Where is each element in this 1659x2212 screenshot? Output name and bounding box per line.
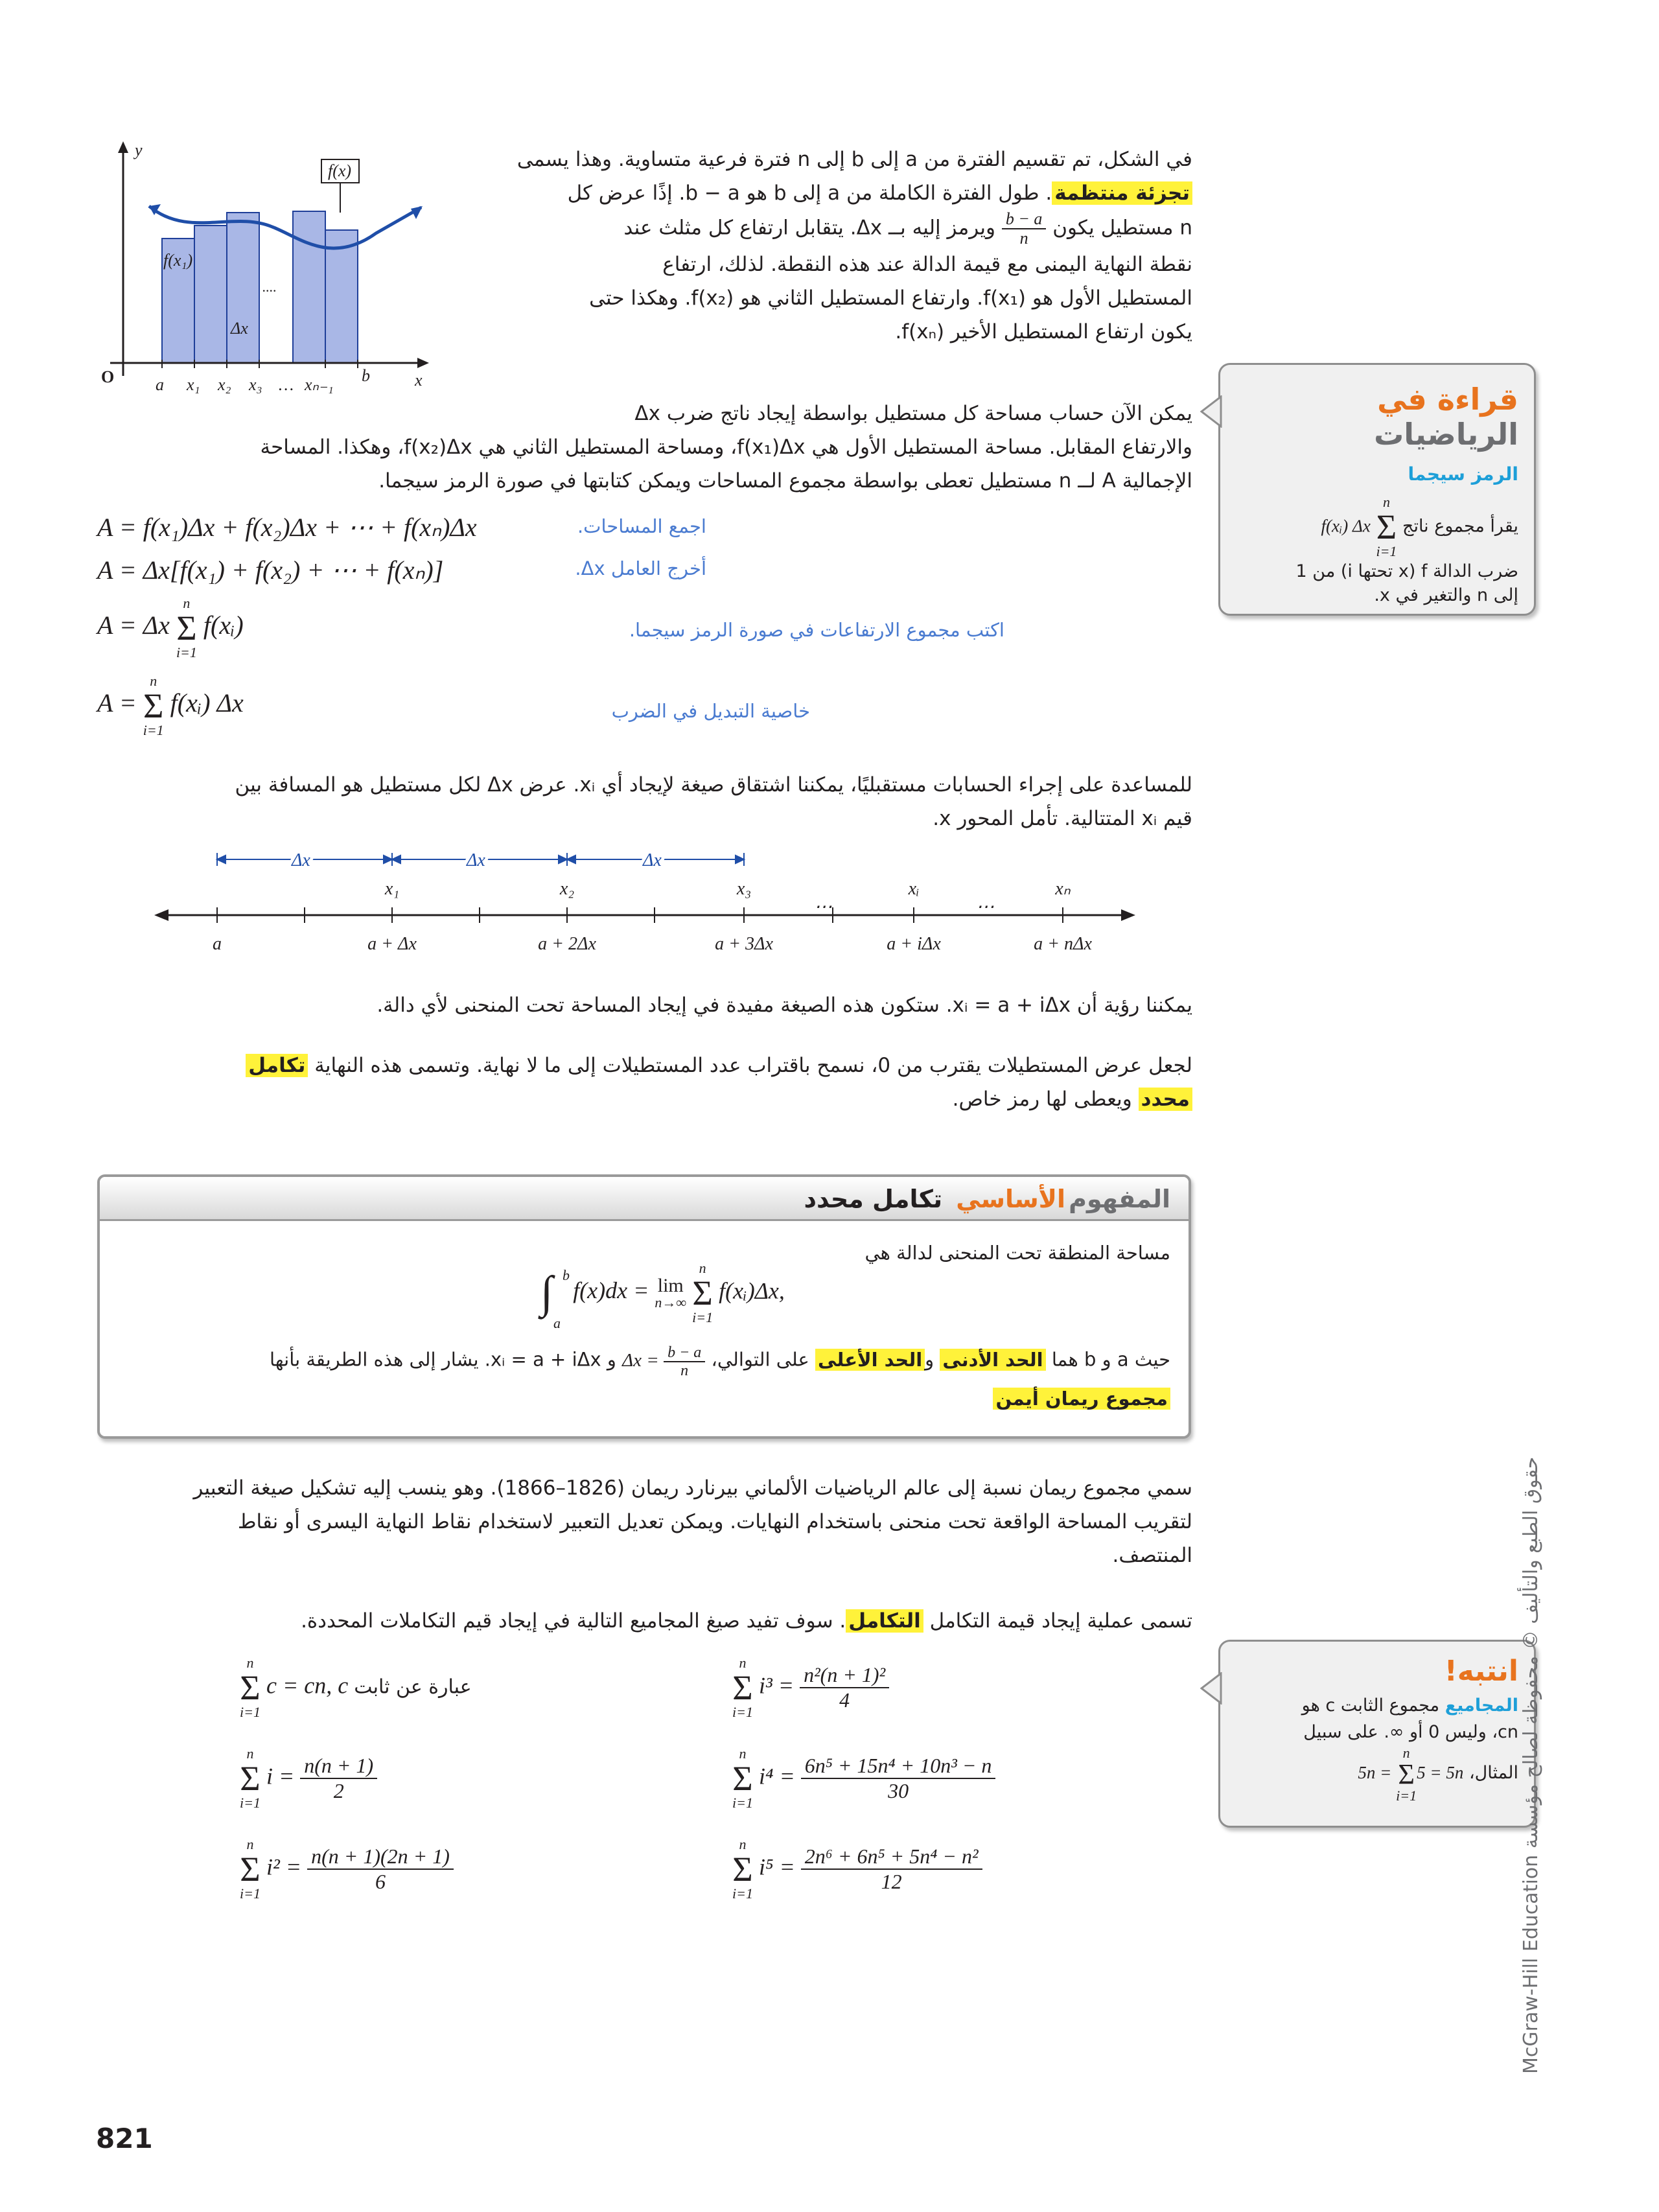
step-1-math: A = f(x₁)Δx + f(x₂)Δx + ⋯ + f(xₙ)Δx bbox=[97, 513, 477, 542]
tick-x3: x₃ bbox=[249, 375, 262, 394]
rectangles bbox=[162, 211, 358, 363]
sum-constant: n Σ i=1 c = cn, c عبارة عن ثابت bbox=[240, 1655, 472, 1720]
nl-a-2dx: a + 2Δx bbox=[538, 934, 596, 954]
origin: O bbox=[101, 367, 115, 386]
dots: .... bbox=[262, 279, 277, 295]
page-number: 821 bbox=[96, 2123, 153, 2154]
rect-5 bbox=[325, 230, 358, 363]
tick-x2: x₂ bbox=[218, 375, 231, 394]
see-paragraph: يمكننا رؤية أن xᵢ = a + iΔx. ستكون هذه الصيغة مفيدة في إيجاد المساحة تحت المنحنى لأي دالة. bbox=[377, 994, 1192, 1017]
key-concept-box bbox=[97, 1174, 1191, 1439]
watch-out-sidebar: انتبه! المجاميع مجموع الثابت c هو cn، وليس 0 أو ∞. على سبيل المثال، 5n = n Σ i=1 5 = 5n bbox=[1218, 1640, 1536, 1828]
tick-dots: … bbox=[279, 375, 294, 394]
intro-paragraph: في الشكل، تم تقسيم الفترة من a إلى b إلى n فترة فرعية متساوية. وهذا يسمى تجزئة منتظمة. طول الفترة الكاملة من a إلى b هو b − a. إذًا عرض كل n مستطيل يكون $\frac{b - a}{n}$ ويرمز إليه بــ Δx. يتقابل ارتفاع كل مثلث عند نقطة النهاية اليمنى مع قيمة الدالة عند هذه النقطة. لذلك، ارتفاع المستطيل الأول هو f(x₁). وارتفاع المستطيل الثاني هو f(x₂). وهكذا حتى يكون ارتفاع المستطيل الأخير f(xₙ). bbox=[516, 148, 1192, 343]
rect-2 bbox=[194, 226, 227, 363]
key-concept-intro: مساحة المنطقة تحت المنحنى لدالة هي bbox=[864, 1242, 1170, 1264]
nl-xn: xₙ bbox=[1055, 879, 1071, 899]
key-concept-line2: حيث a و b هما الحد الأدنى والحد الأعلى على التوالي، Δx = $\frac{b - a}{n}$ و xᵢ = a + iΔx. يشار إلى هذه الطريقة بأنها bbox=[269, 1344, 1170, 1379]
nl-a-idx: a + iΔx bbox=[887, 934, 941, 954]
nl-dots-2: ⋯ bbox=[976, 897, 994, 917]
sum-i-squared: n Σ i=1 i² = $\frac{n(n + 1)(2n + 1)}{6}$ bbox=[240, 1837, 454, 1901]
sum-i-fifth: n Σ i=1 i⁵ = $\frac{\text{2n⁶ + 6n⁵ + 5n⁴ − n²}}{12}$ bbox=[732, 1837, 982, 1901]
dx-2: Δx bbox=[467, 850, 485, 870]
width-paragraph: لجعل عرض المستطيلات يقترب من 0، نسمح باقتراب عدد المستطيلات إلى ما لا نهاية. وتسمى هذه النهاية تكامل محدد ويعطى لها رمز خاص. bbox=[97, 1049, 1192, 1116]
reading-in-math-sidebar: قراءة في الرياضيات الرمز سيجما يقرأ مجموع ناتج n Σ i=1 f(xᵢ) Δx ضرب الدالة f (x تحتها i) من 1 إلى n والتغير في x. bbox=[1218, 363, 1536, 616]
nl-a-ndx: a + nΔx bbox=[1034, 934, 1092, 954]
sum-i-fourth: n Σ i=1 i⁴ = $\frac{\text{6n⁵ + 15n⁴ + 10n³ − n}}{30}$ bbox=[732, 1747, 995, 1810]
step-2-label: أخرج العامل Δx. bbox=[575, 557, 706, 579]
step-1-label: اجمع المساحات. bbox=[577, 515, 706, 537]
sum-i: n Σ i=1 i = $\frac{n(n + 1)}{2}$ bbox=[240, 1747, 377, 1810]
nl-x2: x₂ bbox=[559, 879, 575, 899]
integration-paragraph: تسمى عملية إيجاد قيمة التكامل التكامل. سوف تفيد صيغ المجاميع التالية في إيجاد قيم التكاملات المحددة. bbox=[301, 1609, 1192, 1633]
step-4-label: خاصية التبديل في الضرب bbox=[611, 700, 810, 722]
highlight-riemann-sum: مجموع ريمان أيمن bbox=[993, 1388, 1170, 1410]
definite-integral-formula: ∫ b a f(x)dx = lim n→∞ n Σ i=1 f(xᵢ)Δx, bbox=[540, 1260, 785, 1331]
sum-i-cubed: n Σ i=1 i³ = $\frac{\text{n²(n + 1)²}}{4}$ bbox=[732, 1656, 889, 1719]
step-4-math: A = n Σ i=1 f(xᵢ) Δx bbox=[97, 673, 244, 738]
nl-xi: xᵢ bbox=[908, 879, 920, 899]
rect-4 bbox=[293, 211, 325, 363]
highlight-regular-partition: تجزئة منتظمة bbox=[1052, 181, 1192, 205]
step-3-math: A = Δx n Σ i=1 f(xᵢ) bbox=[97, 595, 244, 660]
tick-xn1: xₙ₋₁ bbox=[305, 375, 334, 394]
nl-a-dx: a + Δx bbox=[367, 934, 417, 954]
nl-x1: x₁ bbox=[384, 879, 400, 899]
help-paragraph: للمساعدة على إجراء الحسابات مستقبليًا، يمكننا اشتقاق صيغة لإيجاد أي xᵢ. عرض Δx لكل مستطيل هو المسافة بين قيم xᵢ المتتالية. تأمل المحور x. bbox=[235, 773, 1192, 830]
rect-3 bbox=[227, 213, 259, 363]
tick-b: b bbox=[362, 366, 370, 385]
fx-label: f(x) bbox=[328, 161, 352, 180]
riemann-graph bbox=[84, 136, 447, 408]
nl-dots-1: ⋯ bbox=[814, 897, 832, 917]
nl-a: a bbox=[213, 934, 222, 954]
step-3-label: اكتب مجموع الارتفاعات في صورة الرمز سيجما. bbox=[629, 619, 1004, 641]
dx-label: Δx bbox=[231, 319, 248, 338]
fx1-label: f(x₁) bbox=[163, 251, 193, 270]
tick-x1: x₁ bbox=[187, 375, 200, 394]
riemann-paragraph: سمي مجموع ريمان نسبة إلى عالم الرياضيات الألماني بيرنارد ريمان (1826–1866). وهو ينسب إليه تشكيل صيغة التعبير لتقريب المساحة الواقعة تحت منحنى باستخدام النهايات. ويمكن تعديل التعبير لاستخدام نقاط النهاية اليسرى أو نقاط المنتصف. bbox=[193, 1476, 1192, 1567]
dx-3: Δx bbox=[643, 850, 662, 870]
area-paragraph: يمكن الآن حساب مساحة كل مستطيل بواسطة إيجاد ناتج ضرب Δx والارتفاع المقابل. مساحة المستطيل الأول هي f(x₁)Δx، ومساحة المستطيل الثاني هي f(x₂)Δx، وهكذا. المساحة الإجمالية A لــ n مستطيل تعطى بواسطة مجموع المساحات ويمكن كتابتها في صورة الرمز سيجما. bbox=[260, 402, 1192, 493]
tick-a: a bbox=[156, 375, 164, 394]
dx-1: Δx bbox=[292, 850, 310, 870]
x-axis-label: x bbox=[415, 371, 423, 390]
y-axis-label: y bbox=[135, 141, 143, 159]
key-concept-header: المفهوم الأساسي تكامل محدد bbox=[100, 1177, 1189, 1221]
watch-sidebar-pointer bbox=[1200, 1672, 1222, 1705]
number-line bbox=[149, 836, 1147, 972]
sidebar-pointer bbox=[1200, 395, 1222, 428]
nl-x3: x₃ bbox=[736, 879, 752, 899]
step-2-math: A = Δx[f(x₁) + f(x₂) + ⋯ + f(xₙ)] bbox=[97, 555, 444, 585]
copyright-text: حقوق الطبع والتأليف © محفوظة لصالح مؤسسة McGraw-Hill Education bbox=[1520, 1456, 1542, 2074]
nl-a-3dx: a + 3Δx bbox=[715, 934, 773, 954]
